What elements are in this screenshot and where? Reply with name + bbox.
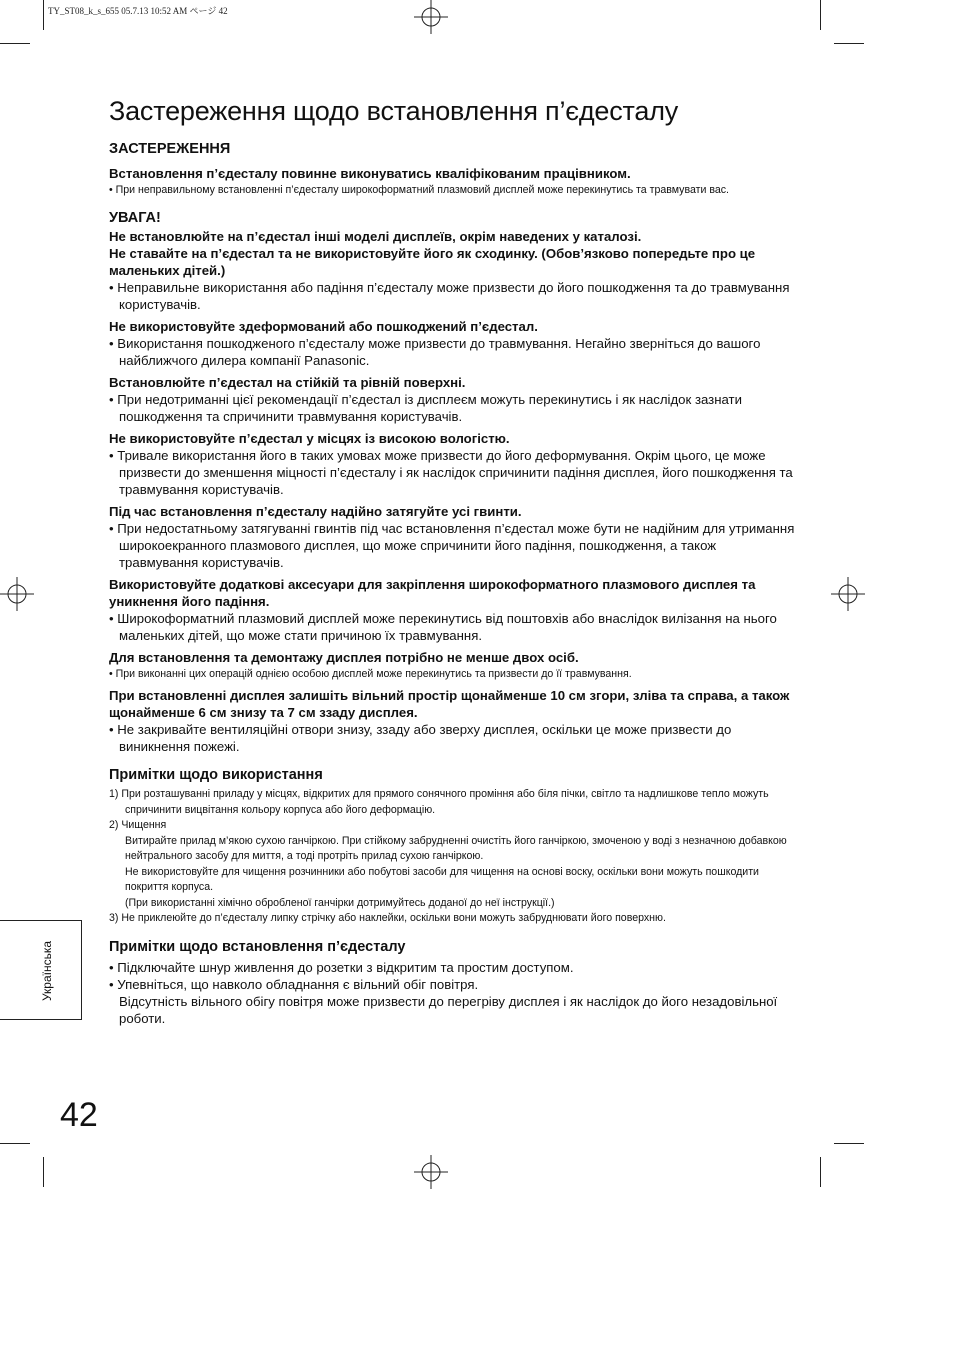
caution-line: Не ставайте на п’єдестал та не використовуйте його як сходинку. (Обов’язково попередьте про це маленьких дітей.): [109, 246, 756, 278]
caution-item-title: При встановленні дисплея залишіть вільний простір щонайменше 10 см згори, зліва та справа, а також щонайменше 6 см знизу та 7 см ззаду дисплея.: [109, 688, 790, 720]
caution-item-title: Для встановлення та демонтажу дисплея потрібно не менше двох осіб.: [109, 650, 579, 665]
caution-item: [109, 430, 799, 498]
caution-heading: УВАГА!: [109, 210, 161, 226]
caution-section: [109, 210, 799, 755]
crop-mark: [820, 1157, 821, 1187]
print-slug: TY_ST08_k_s_655 05.7.13 10:52 AM ページ 42: [48, 6, 228, 16]
language-label: Українська: [40, 940, 54, 1002]
usage-note: Витирайте прилад м’якою сухою ганчіркою. При стійкому забрудненні очистіть його ганчіркою, змоченою у воді з незначною добавкою нейтрального засобу для миття, а тоді протріть прилад сухою ганчіркою.: [125, 834, 787, 862]
caution-item-title: Використовуйте додаткові аксесуари для закріплення широкоформатного плазмового дисплея та уникнення його падіння.: [109, 577, 756, 609]
crop-mark: [43, 0, 44, 30]
caution-bullet: • Широкоформатний плазмовий дисплей може перекинутись від поштовхів або внаслідок вилізання на нього маленьких дітей, що може стати причиною їх травмування.: [109, 611, 777, 643]
crop-mark: [820, 0, 821, 30]
registration-mark-icon: [414, 0, 448, 34]
caution-bullet: • При недостатньому затягуванні гвинтів під час встановлення п’єдестал може бути не надійним для утримання широкоекранного плазмового дисплея, що може спричинити його падіння, пошкодження, а також травмування користувачів.: [109, 521, 795, 570]
page-number: 42: [60, 1096, 98, 1134]
warning-section: [109, 141, 799, 198]
usage-note: 3) Не приклеюйте до п’єдесталу липку стрічку або наклейки, оскільки вони можуть забруднювати його поверхню.: [109, 912, 666, 924]
caution-item: [109, 576, 799, 644]
caution-bullet: • При виконанні цих операцій однією особою дисплей може перекинутись та призвести до її травмування.: [109, 668, 632, 680]
usage-note-title: 2) Чищення: [109, 819, 167, 831]
caution-bullet: • При недотриманні цієї рекомендації п’єдестал із дисплеєм можуть перекинутись і як наслідок зазнати пошкодження та спричинити травмування користувачів.: [109, 392, 742, 424]
install-notes-heading: Примітки щодо встановлення п’єдесталу: [109, 938, 406, 955]
crop-mark: [43, 1157, 44, 1187]
caution-bullet: • Тривале використання його в таких умовах може призвести до його деформування. Окрім цього, це може призвести до зменшення міцності п’єдесталу і як наслідок спричинити падіння дисплея, його пошкодження та травмування користувачів.: [109, 448, 793, 497]
install-bullet: • Підключайте шнур живлення до розетки з відкритим та простим доступом.: [109, 959, 574, 975]
caution-item: [109, 687, 799, 755]
caution-item: [109, 318, 799, 369]
install-bullet-cont: Відсутність вільного обігу повітря може призвести до перегріву дисплея і як наслідок до його незадовільної роботи.: [119, 993, 778, 1026]
usage-notes-heading: Примітки щодо використання: [109, 767, 323, 783]
caution-item-title: Не використовуйте п’єдестал у місцях із високою вологістю.: [109, 431, 510, 446]
caution-item: [109, 503, 799, 571]
page-title: Застереження щодо встановлення п’єдесталу: [109, 96, 679, 126]
caution-bullet: • Використання пошкодженого п’єдесталу може призвести до травмування. Негайно зверніться до вашого найближчого дилера компанії Panasonic.: [109, 336, 761, 368]
page-content: [109, 96, 799, 1027]
usage-notes-section: [109, 767, 799, 927]
registration-mark-icon: [0, 577, 34, 611]
caution-item: [109, 374, 799, 425]
crop-mark: [834, 1143, 864, 1144]
crop-mark: [0, 1143, 30, 1144]
warning-bold-text: Встановлення п’єдесталу повинне виконуватись кваліфікованим працівником.: [109, 166, 631, 181]
caution-item-title: Під час встановлення п’єдесталу надійно затягуйте усі гвинти.: [109, 504, 522, 519]
crop-mark: [0, 43, 30, 44]
registration-mark-icon: [414, 1155, 448, 1189]
usage-note: Не використовуйте для чищення розчинники або побутові засоби для чищення на основі воску, оскільки вони можуть пошкодити покриття корпуса.: [125, 865, 759, 893]
warning-bullet: • При неправильному встановленні п’єдесталу широкоформатний плазмовий дисплей може перекинутись та травмувати вас.: [109, 184, 729, 196]
caution-item-title: Не використовуйте здеформований або пошкоджений п’єдестал.: [109, 319, 538, 334]
usage-note: 1) При розташуванні приладу у місцях, відкритих для прямого сонячного проміння або біля пічки, світло та надлишкове тепло можуть спричинити вицвітання кольору корпуса або його деформацію.: [109, 788, 769, 816]
registration-mark-icon: [831, 577, 865, 611]
caution-line: Не встановлюйте на п’єдестал інші моделі дисплеїв, окрім наведених у каталозі.: [109, 229, 642, 244]
caution-item: [109, 279, 799, 313]
caution-item: [109, 649, 799, 682]
caution-item-title: Встановлюйте п’єдестал на стійкій та рівній поверхні.: [109, 375, 466, 390]
crop-mark: [834, 43, 864, 44]
install-notes-section: [109, 939, 799, 1027]
warning-heading: ЗАСТЕРЕЖЕННЯ: [109, 141, 231, 157]
usage-note: (При використанні хімічно обробленої ганчірки дотримуйтесь доданої до неї інструкції.): [125, 896, 555, 909]
caution-bullet: • Неправильне використання або падіння п’єдесталу може призвести до його пошкодження та до травмування користувачів.: [109, 280, 790, 312]
language-side-tab: [0, 920, 82, 1020]
caution-bullet: • Не закривайте вентиляційні отвори знизу, ззаду або зверху дисплея, оскільки це може призвести до виникнення пожежі.: [109, 722, 732, 754]
install-bullet: • Упевніться, що навколо обладнання є вільний обіг повітря.: [109, 976, 479, 992]
